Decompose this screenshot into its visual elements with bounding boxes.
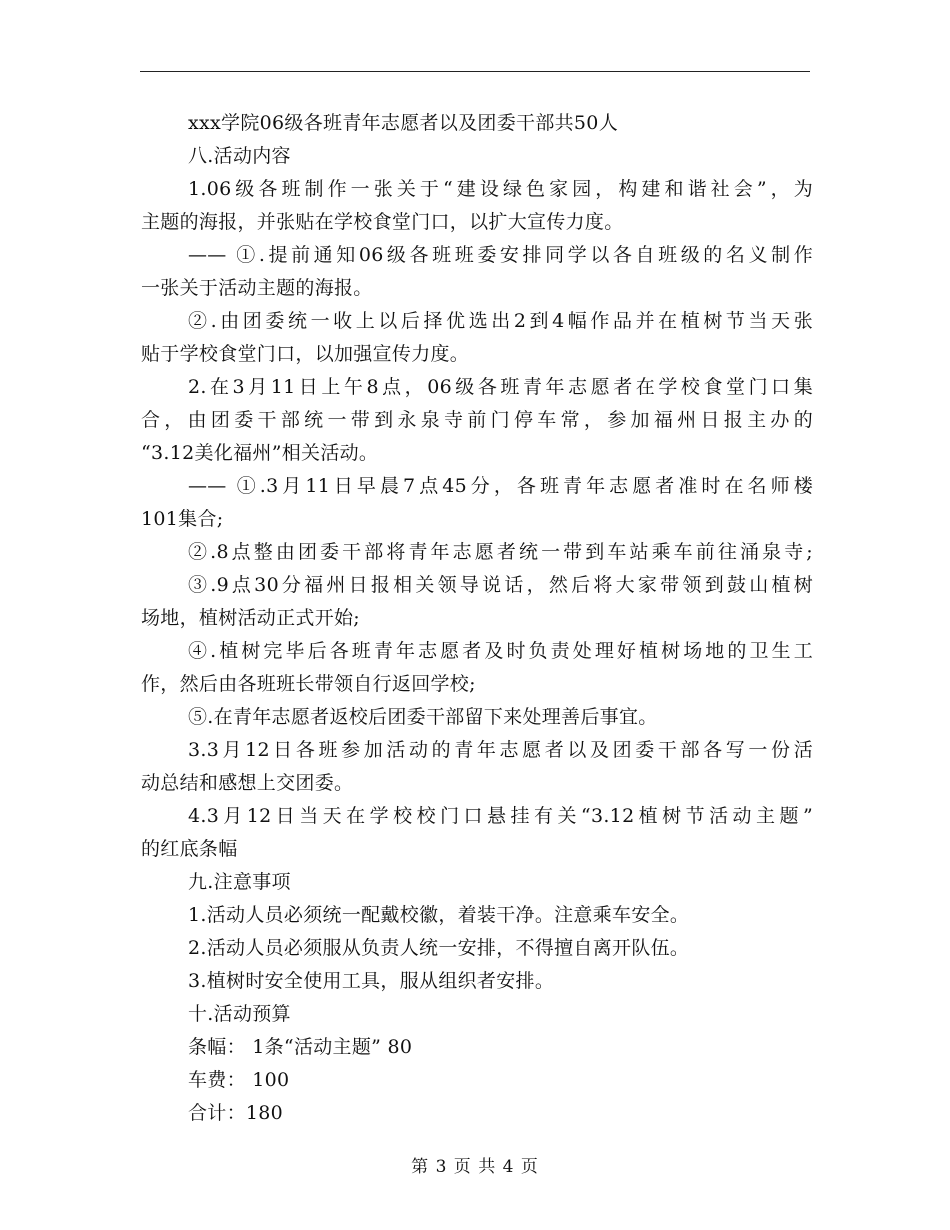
document-body bbox=[141, 107, 813, 1130]
text-line: —— ①.提前通知06级各班班委安排同学以各自班级的名义制作 bbox=[188, 244, 813, 266]
section-heading: 十.活动预算 bbox=[188, 1003, 291, 1025]
text-line: 3.3月12日各班参加活动的青年志愿者以及团委干部各写一份活 bbox=[188, 739, 813, 761]
header-rule bbox=[140, 71, 810, 72]
text-line: 2.活动人员必须服从负责人统一安排，不得擅自离开队伍。 bbox=[188, 937, 690, 959]
text-line: ②.8点整由团委干部将青年志愿者统一带到车站乘车前往涌泉寺; bbox=[188, 541, 813, 563]
text-line: 的红底条幅 bbox=[141, 838, 238, 860]
text-line: —— ①.3月11日早晨7点45分，各班青年志愿者准时在名师楼 bbox=[188, 475, 813, 497]
text-line: ③.9点30分福州日报相关领导说话，然后将大家带领到鼓山植树 bbox=[188, 574, 813, 596]
text-line: ②.由团委统一收上以后择优选出2到4幅作品并在植树节当天张 bbox=[188, 310, 813, 332]
page-number-footer: 第 3 页 共 4 页 bbox=[411, 1157, 539, 1177]
text-line: ⑤.在青年志愿者返校后团委干部留下来处理善后事宜。 bbox=[188, 706, 658, 728]
text-line: 主题的海报，并张贴在学校食堂门口，以扩大宣传力度。 bbox=[141, 211, 624, 233]
text-line: “3.12美化福州”相关活动。 bbox=[141, 442, 379, 464]
text-line: 101集合; bbox=[141, 508, 224, 530]
section-heading: 八.活动内容 bbox=[188, 145, 291, 167]
text-line: 3.植树时安全使用工具，服从组织者安排。 bbox=[188, 970, 555, 992]
text-line: 一张关于活动主题的海报。 bbox=[141, 277, 373, 299]
text-line: 4.3月12日当天在学校校门口悬挂有关“3.12植树节活动主题” bbox=[188, 805, 813, 827]
budget-total: 合计：180 bbox=[188, 1102, 284, 1124]
text-line: 动总结和感想上交团委。 bbox=[141, 772, 354, 794]
text-line: 场地，植树活动正式开始; bbox=[141, 607, 361, 629]
text-line: xxx学院06级各班青年志愿者以及团委干部共50人 bbox=[188, 112, 619, 134]
text-line: 2.在3月11日上午8点，06级各班青年志愿者在学校食堂门口集 bbox=[188, 376, 813, 398]
text-line: ④.植树完毕后各班青年志愿者及时负责处理好植树场地的卫生工 bbox=[188, 640, 813, 662]
text-line: 作，然后由各班班长带领自行返回学校; bbox=[141, 673, 476, 695]
text-line: 1.06级各班制作一张关于“建设绿色家园，构建和谐社会”，为 bbox=[188, 178, 813, 200]
text-line: 1.活动人员必须统一配戴校徽，着装干净。注意乘车安全。 bbox=[188, 904, 690, 926]
budget-line: 条幅： 1条“活动主题” 80 bbox=[188, 1036, 413, 1058]
text-line: 贴于学校食堂门口，以加强宣传力度。 bbox=[141, 343, 470, 365]
text-line: 合，由团委干部统一带到永泉寺前门停车常，参加福州日报主办的 bbox=[141, 409, 813, 431]
section-heading: 九.注意事项 bbox=[188, 871, 291, 893]
budget-line: 车费： 100 bbox=[188, 1069, 290, 1091]
